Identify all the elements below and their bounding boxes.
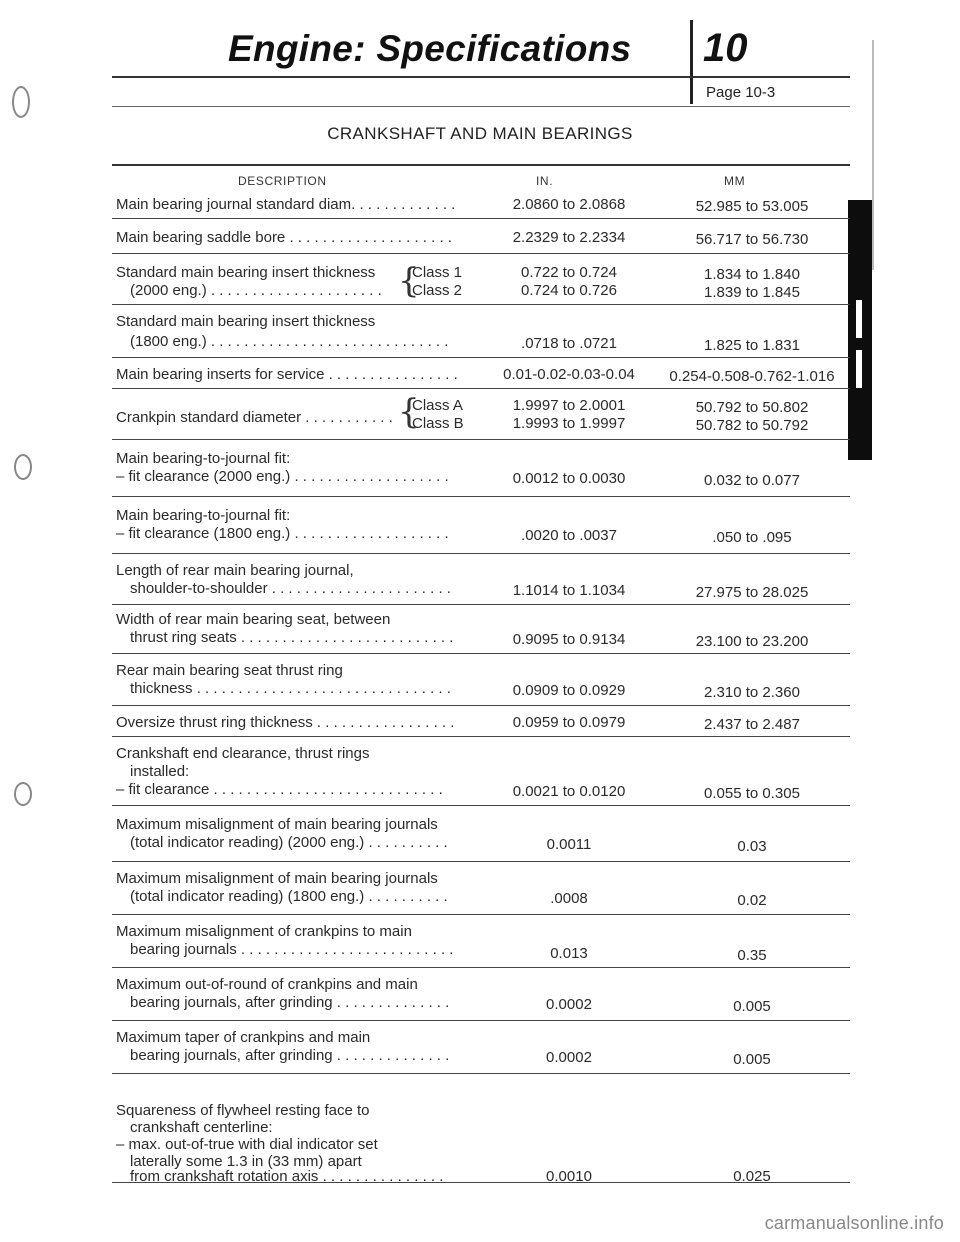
row-value-mm: 23.100 to 23.200 xyxy=(695,633,809,650)
right-margin-line xyxy=(872,40,874,270)
row-value-mm: 0.35 xyxy=(737,947,767,964)
row-value-in: 0.0010 xyxy=(546,1168,592,1185)
row-value-in: 0.0909 to 0.0929 xyxy=(512,682,626,699)
row-description: Maximum taper of crankpins and main xyxy=(116,1029,371,1046)
row-description-cont: (total indicator reading) (2000 eng.) . . . . . . . . . . xyxy=(130,834,448,851)
header-rule xyxy=(112,76,850,78)
row-description: Main bearing saddle bore . . . . . . . . . . . . . . . . . . . . xyxy=(116,229,452,246)
row-value-in: .0718 to .0721 xyxy=(521,335,617,352)
row-description-cont: installed: xyxy=(130,763,190,780)
row-description: Squareness of flywheel resting face to xyxy=(116,1102,370,1119)
row-description: Maximum misalignment of main bearing journals xyxy=(116,816,438,833)
row-value-mm: 1.825 to 1.831 xyxy=(704,337,800,354)
row-value-in: 0.0002 xyxy=(546,1049,592,1066)
brace: { xyxy=(398,261,420,301)
row-value-mm: 0.055 to 0.305 xyxy=(704,785,800,802)
row-value-mm: 50.782 to 50.792 xyxy=(695,417,809,434)
punch-hole-top xyxy=(12,86,30,118)
row-value-mm: 1.834 to 1.840 xyxy=(704,266,800,283)
row-description: Crankshaft end clearance, thrust rings xyxy=(116,745,370,762)
chapter-tab-mark xyxy=(856,350,862,388)
row-value-in: 0.0011 xyxy=(546,836,592,853)
row-description-cont: – max. out-of-true with dial indicator set xyxy=(116,1136,378,1153)
row-value-mm: 52.985 to 53.005 xyxy=(695,198,809,215)
row-value-in: 0.9095 to 0.9134 xyxy=(512,631,626,648)
class-label: Class B xyxy=(412,415,464,432)
col-header-in: IN. xyxy=(536,174,554,188)
table-row xyxy=(112,254,850,305)
table-row xyxy=(112,554,850,605)
chapter-divider xyxy=(690,20,693,104)
row-value-mm: 0.03 xyxy=(737,838,767,855)
row-value-mm: 0.032 to 0.077 xyxy=(704,472,800,489)
row-description-cont: bearing journals, after grinding . . . . . . . . . . . . . . xyxy=(130,1047,450,1064)
row-value-in: 1.1014 to 1.1034 xyxy=(512,582,626,599)
row-description: Main bearing inserts for service . . . . . . . . . . . . . . . . xyxy=(116,366,458,383)
table-row xyxy=(112,440,850,497)
row-value-in: 1.9993 to 1.9997 xyxy=(512,415,626,432)
table-row xyxy=(112,605,850,654)
chapter-tab xyxy=(848,200,872,460)
row-description: Standard main bearing insert thickness xyxy=(116,264,376,281)
col-header-mm: MM xyxy=(724,174,746,188)
row-value-in: 0.0959 to 0.0979 xyxy=(512,714,626,731)
row-value-mm: 27.975 to 28.025 xyxy=(695,584,809,601)
row-description-cont: from crankshaft rotation axis . . . . . . . . . . . . . . . xyxy=(130,1168,444,1185)
row-value-in: 0.724 to 0.726 xyxy=(521,282,617,299)
row-value-in: 0.0002 xyxy=(546,996,592,1013)
row-description-cont: – fit clearance (2000 eng.) . . . . . . . . . . . . . . . . . . . xyxy=(116,468,449,485)
row-description-cont: shoulder-to-shoulder . . . . . . . . . . . . . . . . . . . . . . xyxy=(130,580,451,597)
row-description-cont: thickness . . . . . . . . . . . . . . . . . . . . . . . . . . . . . . . xyxy=(130,680,451,697)
row-description: Maximum misalignment of main bearing journals xyxy=(116,870,438,887)
brace: { xyxy=(398,392,420,432)
row-value-in: 0.013 xyxy=(550,945,588,962)
table-row xyxy=(112,305,850,358)
row-value-mm: 56.717 to 56.730 xyxy=(695,231,809,248)
table-row xyxy=(112,497,850,554)
row-value-mm: 0.005 xyxy=(733,998,771,1015)
row-value-mm: .050 to .095 xyxy=(712,529,792,546)
row-description: Standard main bearing insert thickness xyxy=(116,313,376,330)
table-row xyxy=(112,389,850,440)
row-description: Maximum out-of-round of crankpins and main xyxy=(116,976,418,993)
table-row xyxy=(112,915,850,968)
row-description-cont: thrust ring seats . . . . . . . . . . . . . . . . . . . . . . . . . . xyxy=(130,629,454,646)
row-value-in: 0.0021 to 0.0120 xyxy=(512,783,626,800)
row-value-mm: 0.005 xyxy=(733,1051,771,1068)
row-value-in: 1.9997 to 2.0001 xyxy=(512,397,626,414)
row-value-mm: 0.254-0.508-0.762-1.016 xyxy=(669,368,835,385)
row-value-in: 0.01-0.02-0.03-0.04 xyxy=(503,366,635,383)
row-description-cont: (2000 eng.) . . . . . . . . . . . . . . . . . . . . . xyxy=(130,282,382,299)
table-row xyxy=(112,806,850,862)
row-description: Main bearing-to-journal fit: xyxy=(116,450,291,467)
row-value-in: 2.0860 to 2.0868 xyxy=(512,196,626,213)
table-top-rule xyxy=(112,164,850,166)
watermark: carmanualsonline.info xyxy=(764,1213,944,1233)
page-reference: Page 10-3 xyxy=(706,84,776,101)
row-description: Length of rear main bearing journal, xyxy=(116,562,354,579)
table-row xyxy=(112,862,850,915)
row-value-mm: 0.02 xyxy=(737,892,767,909)
row-description: Oversize thrust ring thickness . . . . . . . . . . . . . . . . . xyxy=(116,714,455,731)
table-row xyxy=(112,968,850,1021)
chapter-number: 10 xyxy=(703,26,748,70)
row-description-cont: laterally some 1.3 in (33 mm) apart xyxy=(130,1153,362,1170)
row-value-in: .0020 to .0037 xyxy=(521,527,617,544)
punch-hole-bottom xyxy=(14,782,32,806)
table-row xyxy=(112,706,850,737)
row-value-mm: 2.437 to 2.487 xyxy=(704,716,800,733)
header-bottom-rule xyxy=(112,106,850,107)
class-label: Class A xyxy=(412,397,463,414)
table-row xyxy=(112,219,850,254)
table-row xyxy=(112,1021,850,1074)
row-value-in: .0008 xyxy=(550,890,588,907)
section-title: CRANKSHAFT AND MAIN BEARINGS xyxy=(327,124,633,143)
table-row xyxy=(112,358,850,389)
row-description: Main bearing journal standard diam. . . . . . . . . . . . . xyxy=(116,196,456,213)
col-header-description: DESCRIPTION xyxy=(238,174,327,188)
table-row xyxy=(112,1074,850,1183)
row-value-mm: 0.025 xyxy=(733,1168,771,1185)
row-value-mm: 2.310 to 2.360 xyxy=(704,684,800,701)
row-description: Crankpin standard diameter . . . . . . . . . . . xyxy=(116,409,393,426)
row-description-cont: (total indicator reading) (1800 eng.) . . . . . . . . . . xyxy=(130,888,448,905)
row-description-cont: – fit clearance (1800 eng.) . . . . . . . . . . . . . . . . . . . xyxy=(116,525,449,542)
row-description-cont: (1800 eng.) . . . . . . . . . . . . . . . . . . . . . . . . . . . . . xyxy=(130,333,449,350)
punch-hole-middle xyxy=(14,454,32,480)
row-value-in: 2.2329 to 2.2334 xyxy=(512,229,626,246)
class-label: Class 2 xyxy=(412,282,463,299)
row-description-cont: – fit clearance . . . . . . . . . . . . . . . . . . . . . . . . . . . . xyxy=(116,781,443,798)
row-description-cont: crankshaft centerline: xyxy=(130,1119,273,1136)
table-row xyxy=(112,737,850,806)
row-value-in: 0.722 to 0.724 xyxy=(521,264,617,281)
row-description-cont: bearing journals, after grinding . . . . . . . . . . . . . . xyxy=(130,994,450,1011)
chapter-tab-mark xyxy=(856,300,862,338)
row-value-in: 0.0012 to 0.0030 xyxy=(512,470,626,487)
row-description: Rear main bearing seat thrust ring xyxy=(116,662,343,679)
page-title: Engine: Specifications xyxy=(228,28,632,69)
row-description: Maximum misalignment of crankpins to main xyxy=(116,923,412,940)
class-label: Class 1 xyxy=(412,264,463,281)
table-row xyxy=(112,192,850,219)
row-description: Width of rear main bearing seat, between xyxy=(116,611,391,628)
row-value-mm: 1.839 to 1.845 xyxy=(704,284,800,301)
row-description-cont: bearing journals . . . . . . . . . . . . . . . . . . . . . . . . . . xyxy=(130,941,454,958)
row-description: Main bearing-to-journal fit: xyxy=(116,507,291,524)
table-row xyxy=(112,654,850,706)
row-value-mm: 50.792 to 50.802 xyxy=(695,399,809,416)
